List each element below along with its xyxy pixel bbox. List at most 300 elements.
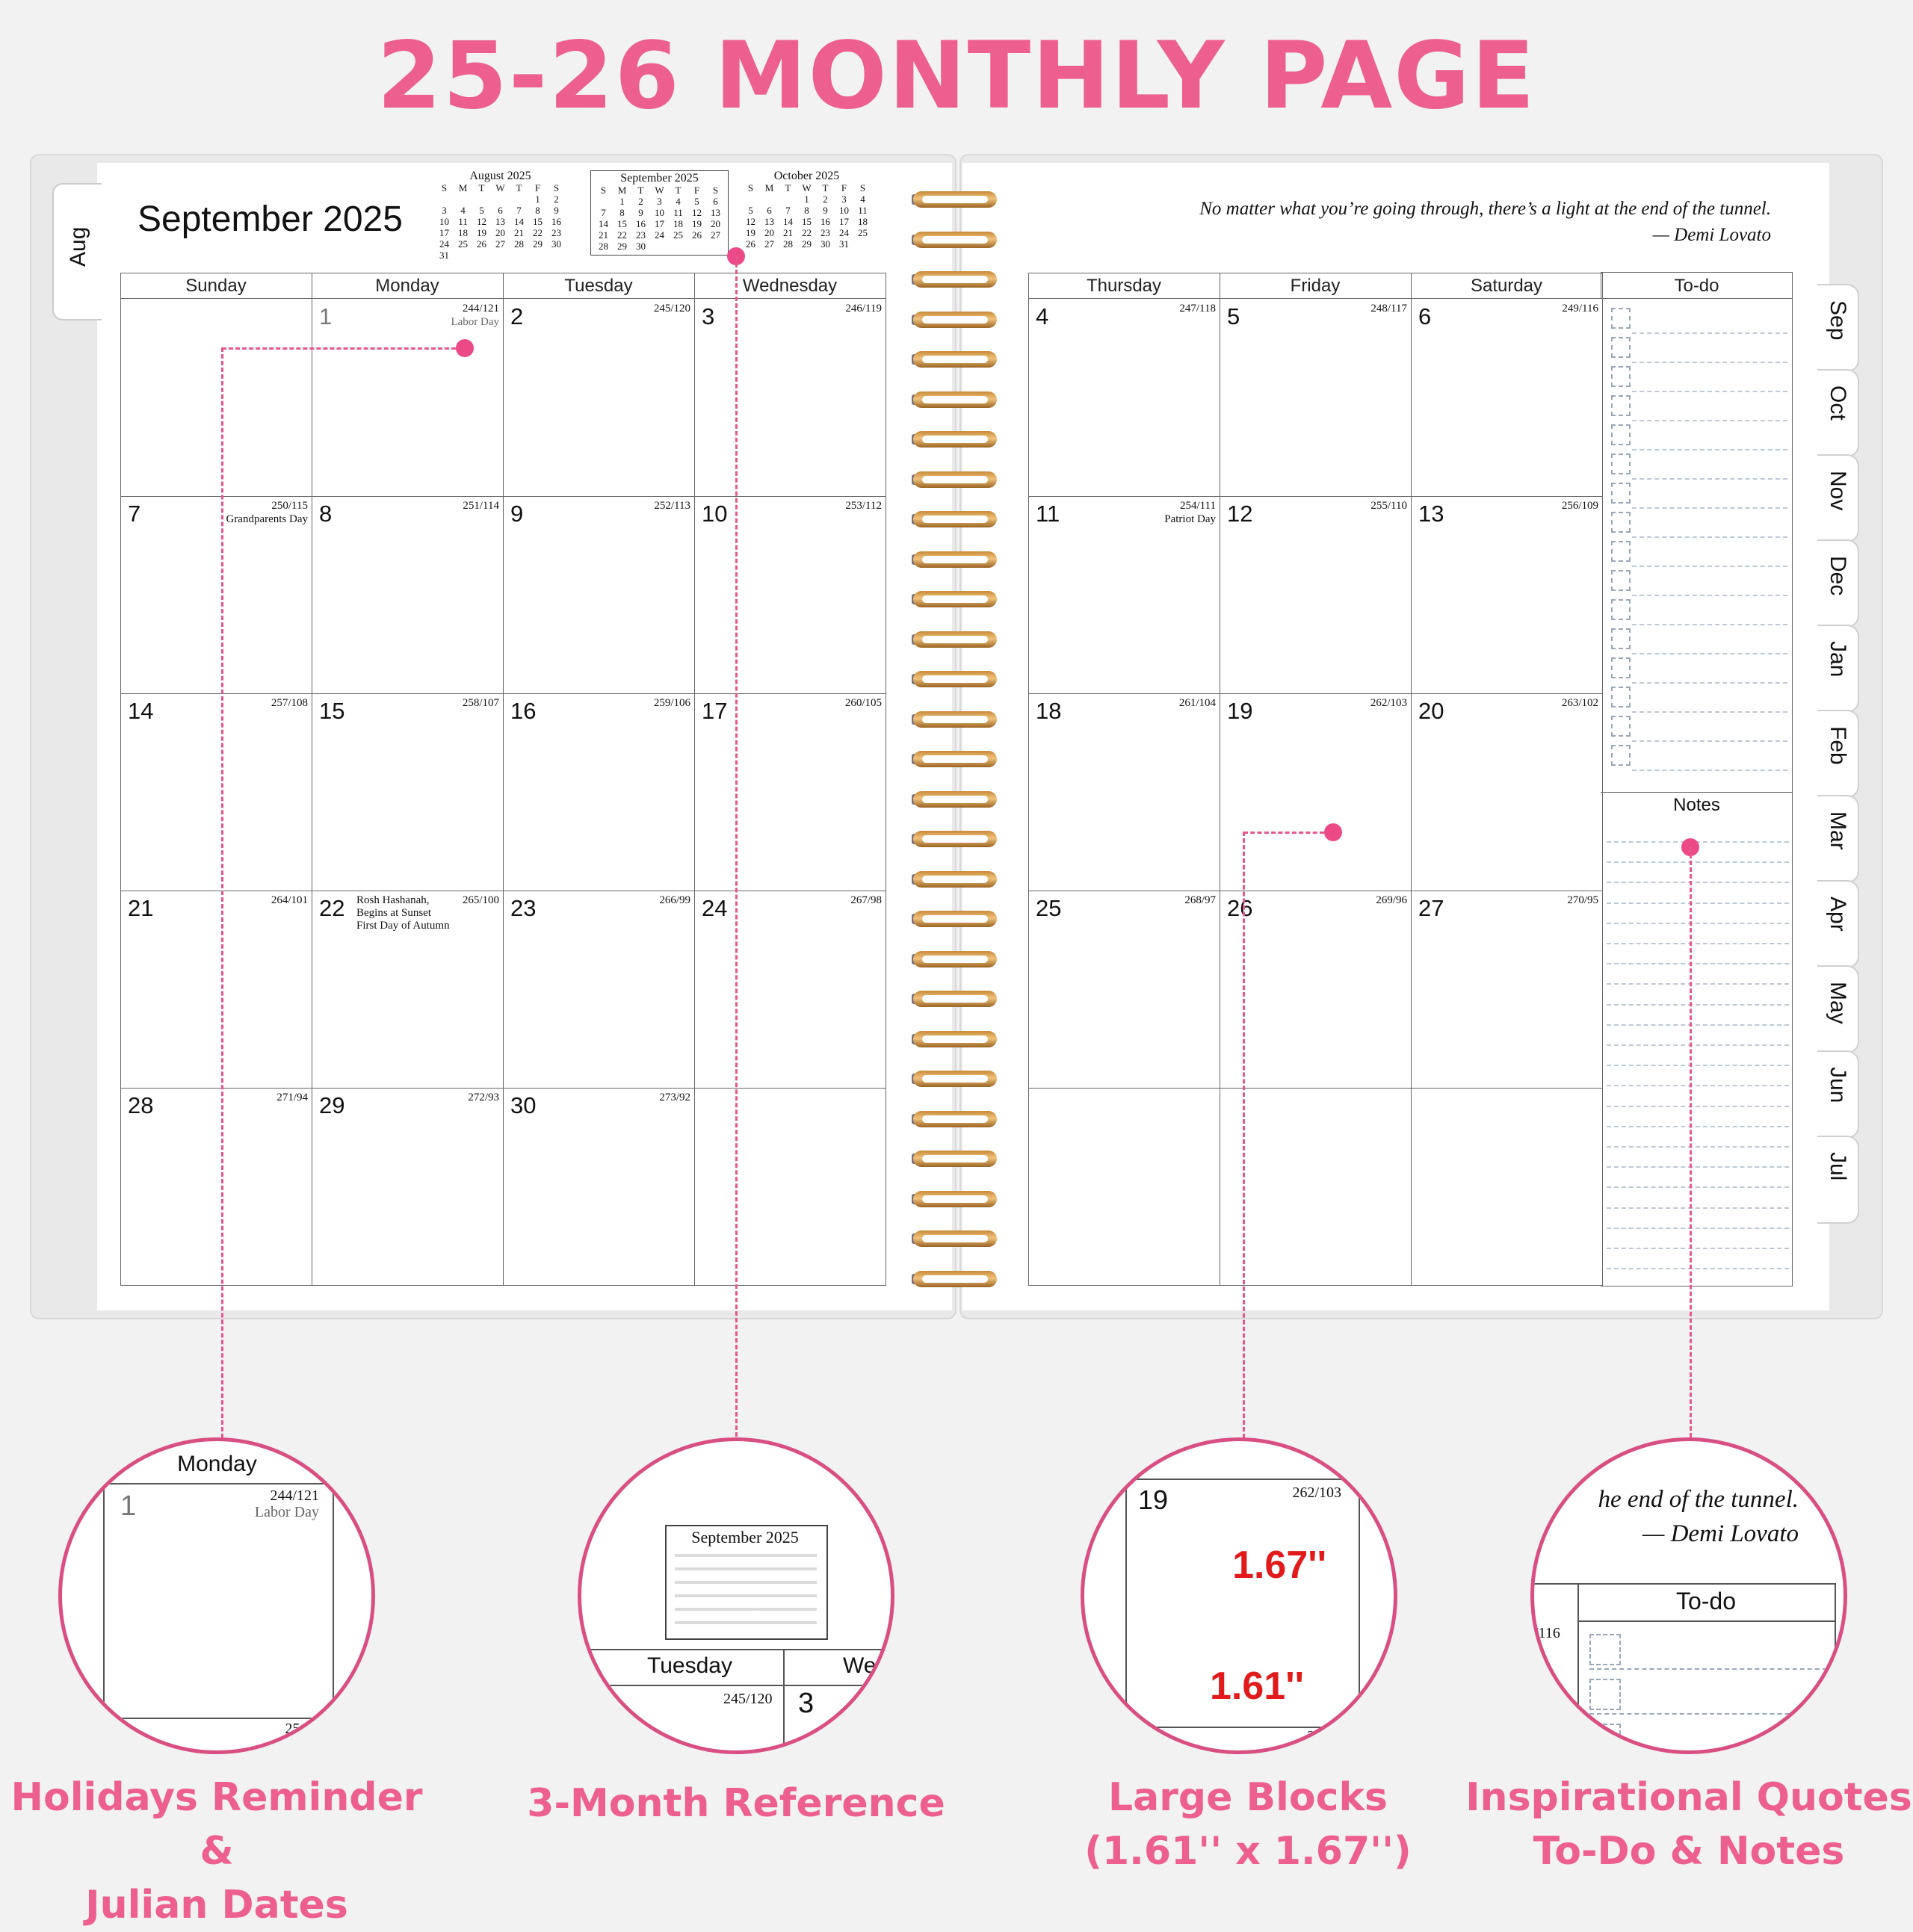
julian-date: 245/120 [653,303,690,315]
mini-day: 22 [617,229,627,241]
ring-hole [922,1115,988,1123]
mini-day: 28 [599,241,608,252]
z3-height-label: 1.67'' [1232,1544,1326,1587]
day-cell[interactable] [312,496,504,694]
ring-hole [922,1035,988,1043]
mini-day: 5 [479,205,484,216]
day-cell[interactable] [120,299,312,497]
day-cell[interactable] [1220,891,1412,1089]
julian-date: 266/99 [659,894,690,906]
mini-day: 1 [619,196,625,207]
todo-line [1632,420,1787,421]
day-cell[interactable] [312,693,504,891]
mini-day: 2 [554,193,559,205]
z4-line [1589,1713,1835,1715]
mini-day: 6 [498,205,503,216]
todo-checkbox[interactable] [1611,628,1631,649]
mini-day [779,193,797,205]
mini-day: 10 [439,216,449,227]
ring-hole [922,755,988,763]
tab-aug[interactable] [52,183,102,321]
day-number: 24 [702,895,728,921]
ring-hole [922,956,988,963]
mini-weekday: S [441,182,448,193]
mini-weekday: F [693,185,700,196]
mini-day: 3 [657,196,662,207]
mini-day: 9 [554,205,559,216]
weekday-header: Friday [1220,273,1412,299]
month-tab-label: Jan [1826,641,1850,678]
caption-holidays [0,1771,433,1932]
mini-day: 8 [619,207,625,218]
mini-calendar-table [594,185,725,252]
month-tab-jul[interactable] [1817,1136,1859,1224]
notes-line [1607,1044,1789,1046]
weekday-header: Thursday [1028,273,1220,299]
day-cell[interactable] [503,693,695,891]
day-number: 3 [702,303,715,329]
spiral-ring [913,391,997,408]
mini-day [472,193,491,205]
month-tab-dec[interactable] [1817,539,1859,628]
mini-day: 18 [673,218,683,229]
julian-date: 252/113 [654,500,690,512]
day-cell[interactable] [1411,1088,1603,1286]
mini-weekday: S [553,182,560,193]
julian-date: 272/93 [468,1092,499,1103]
month-tab-jan[interactable] [1817,625,1859,713]
mini-day: 26 [692,229,702,241]
callout-dot-holidays [456,339,474,357]
day-cell[interactable] [1028,891,1220,1089]
todo-checkbox[interactable] [1611,541,1631,562]
ring-hole [922,995,988,1003]
mini-day: 6 [713,196,718,207]
callout-line-v1 [221,347,223,1438]
holiday-label: Labor Day [451,316,499,328]
day-cell[interactable] [312,891,504,1089]
mini-day: 23 [551,227,561,238]
day-cell[interactable] [694,693,886,891]
mini-day: 7 [516,205,522,216]
mini-weekday: T [478,182,485,193]
ring-hole [922,316,988,323]
ring-hole [922,915,988,923]
z4-line [1589,1668,1835,1670]
todo-line [1632,391,1787,392]
day-cell[interactable] [503,299,695,497]
mini-day: 10 [655,207,664,218]
notes-line [1607,983,1789,985]
mini-day: 19 [692,218,702,229]
julian-date: 263/102 [1561,697,1598,709]
mini-day: 3 [442,205,447,216]
day-number: 8 [319,501,333,527]
day-number: 16 [510,698,537,724]
notes-line [1607,1106,1789,1107]
mini-day: 27 [495,238,505,250]
day-cell[interactable] [120,693,312,891]
caption-quotes-line2: To-Do & Notes [1533,1829,1845,1874]
spiral-ring [913,991,997,1007]
mini-day: 22 [802,227,812,238]
notes-line [1607,1085,1789,1086]
day-cell[interactable] [1411,299,1603,497]
month-tab-may[interactable] [1817,965,1859,1053]
mini-day: 21 [783,227,793,238]
weekday-header: Tuesday [503,273,695,299]
mini-calendar-table [741,182,872,250]
mini-day: 29 [533,238,543,250]
day-cell[interactable] [1028,693,1220,891]
todo-line [1632,332,1787,334]
z4-header-bottom [1577,1620,1835,1622]
mini-day: 19 [477,227,486,238]
z3-julian: 262/103 [1292,1484,1341,1501]
zoom-3month [578,1437,894,1754]
day-cell[interactable] [120,496,312,694]
z4-checkbox [1589,1634,1621,1665]
day-number: 4 [1036,303,1049,329]
z2-julian: 245/120 [723,1691,773,1707]
mini-day: 9 [638,207,643,218]
todo-checkbox[interactable] [1611,745,1631,766]
day-cell[interactable] [694,891,886,1089]
month-tab-feb[interactable] [1817,710,1859,798]
todo-line [1632,682,1787,684]
julian-date: 261/104 [1178,697,1216,709]
mini-day: 26 [477,238,486,250]
mini-day [547,250,566,261]
mini-day [741,193,760,205]
todo-line [1632,449,1787,451]
mini-day: 16 [820,216,830,227]
mini-weekday: W [655,185,664,196]
month-tab-oct[interactable] [1817,369,1859,457]
month-tab-jun[interactable] [1817,1050,1859,1139]
notes-line [1607,1248,1789,1249]
spiral-ring [913,631,997,648]
notes-line [1607,1146,1789,1148]
notes-line [1607,1166,1789,1168]
zoom-blocks [1081,1437,1397,1754]
callout-line-v2 [735,256,738,1437]
ring-hole [922,556,988,563]
holiday-label: Patriot Day [1164,513,1216,525]
mini-day: 25 [858,227,868,238]
callout-dot-blocks [1324,823,1342,841]
spiral-ring [913,471,997,488]
mini-day: 30 [551,238,561,250]
mini-day: 17 [655,218,664,229]
todo-line [1632,566,1787,567]
mini-day [687,241,706,252]
notes-line [1607,1186,1789,1188]
mini-day: 8 [804,205,809,216]
todo-header: To-do [1601,273,1793,299]
mini-weekday: M [764,182,774,193]
z3-next-julian: 269/9 [1307,1728,1341,1744]
day-cell[interactable] [503,496,695,694]
z1-holiday: Labor Day [254,1504,319,1520]
day-number: 13 [1418,501,1444,527]
todo-line [1632,624,1787,625]
month-tab-label: Nov [1826,471,1850,511]
mini-weekday: F [534,182,541,193]
callout-line-h1 [222,347,456,350]
mini-day [491,250,510,261]
todo-checkbox[interactable] [1611,424,1631,445]
day-cell[interactable] [312,299,504,497]
z4-julian: /116 [1534,1625,1560,1641]
mini-day: 7 [601,207,606,218]
mini-weekday: T [822,182,829,193]
todo-checkbox[interactable] [1611,570,1631,591]
mini-day: 24 [655,229,664,241]
mini-day: 19 [746,227,755,238]
day-number: 28 [128,1092,154,1118]
todo-checkbox[interactable] [1611,657,1631,678]
mini-day: 8 [535,205,540,216]
day-number: 25 [1036,895,1062,921]
day-number: 9 [510,501,524,527]
todo-checkbox[interactable] [1611,687,1631,708]
mini-day [435,193,454,205]
month-tab-label: Feb [1826,726,1850,765]
day-cell[interactable] [694,1088,886,1286]
julian-date: 269/96 [1376,894,1407,906]
mini-day: 26 [746,238,755,250]
z2-mini-dates [675,1549,817,1632]
weekday-header: Monday [312,273,504,299]
z2-divider [783,1649,785,1754]
caption-blocks-line2: (1.61'' x 1.67'') [1084,1829,1412,1874]
z2-wed: Wed [843,1653,889,1678]
mini-day [510,250,528,261]
day-number: 19 [1227,698,1253,724]
zoom-holidays [58,1437,375,1754]
mini-day: 14 [783,216,793,227]
day-number: 26 [1227,895,1253,921]
julian-date: 255/110 [1370,500,1407,512]
mini-calendar-title: September 2025 [620,172,699,185]
month-tab-label: Apr [1826,897,1850,932]
mini-day: 6 [767,205,772,216]
todo-line [1632,770,1787,771]
spiral-ring [913,911,997,927]
day-cell[interactable] [1028,496,1220,694]
mini-weekday: T [675,185,682,196]
spiral-ring [913,351,997,368]
notes-line [1607,1065,1789,1066]
mini-day [472,250,491,261]
day-number: 10 [702,501,728,527]
z1-header-line [103,1483,331,1484]
mini-day: 28 [783,238,793,250]
ring-hole [922,1235,988,1242]
caption-quotes-line1: Inspirational Quotes [1465,1775,1912,1820]
todo-checkbox[interactable] [1611,483,1631,504]
spiral-ring [913,1031,997,1047]
ring-hole [922,636,988,643]
mini-day: 24 [839,227,849,238]
mini-day: 17 [439,227,449,238]
day-cell[interactable] [1220,1088,1412,1286]
day-cell[interactable] [694,496,886,694]
todo-checkbox[interactable] [1611,599,1631,620]
day-cell[interactable] [1028,299,1220,497]
todo-checkbox[interactable] [1611,366,1631,387]
mini-day: 16 [551,216,561,227]
julian-date: 267/98 [850,894,882,906]
day-cell[interactable] [694,299,886,497]
todo-checkbox[interactable] [1611,453,1631,474]
julian-date: 268/97 [1184,894,1216,906]
notes-line [1607,882,1789,883]
day-cell[interactable] [1411,891,1603,1089]
day-number: 22 [319,895,345,921]
notes-divider [1601,792,1793,793]
day-cell[interactable] [1411,693,1603,891]
mini-day: 23 [636,229,646,241]
quote-text: No matter what you’re going through, there’s a light at the end of the tunnel. [1199,199,1771,219]
tab-aug-label: Aug [66,226,90,267]
day-number: 2 [510,303,524,329]
day-cell[interactable] [312,1088,504,1286]
todo-line [1632,507,1787,509]
ring-hole [922,436,988,443]
z2-header-top [581,1649,894,1650]
month-tab-label: Oct [1826,386,1850,421]
z2-mini-title: September 2025 [691,1528,799,1546]
notes-line [1607,943,1789,944]
z1-day-number: 1 [120,1490,137,1522]
todo-line [1632,478,1787,480]
month-tab-label: Sep [1826,300,1850,341]
day-number: 23 [510,895,537,921]
mini-day: 7 [785,205,791,216]
day-cell[interactable] [1220,496,1412,694]
day-cell[interactable] [120,1088,312,1286]
ring-hole [922,196,988,203]
day-number: 11 [1036,501,1060,527]
day-number: 15 [319,698,345,724]
notes-line [1607,902,1789,904]
spiral-ring [913,271,997,288]
day-cell[interactable] [120,891,312,1089]
notes-line [1607,1207,1789,1209]
ring-hole [922,276,988,283]
mini-calendar-title: August 2025 [469,170,531,182]
mini-day: 15 [802,216,812,227]
mini-weekday: F [841,182,847,193]
todo-line [1632,595,1787,596]
mini-weekday: T [785,182,791,193]
todo-checkbox[interactable] [1611,337,1631,358]
mini-weekday: W [495,182,505,193]
caption-blocks-line1: Large Blocks [1107,1775,1388,1820]
notes-line [1607,1227,1789,1229]
spiral-ring [913,511,997,527]
day-cell[interactable] [1411,496,1603,694]
callout-line-v3 [1243,832,1245,1438]
day-number: 5 [1227,303,1240,329]
julian-date: 249/116 [1562,303,1598,315]
mini-day: 13 [711,207,720,218]
mini-day: 13 [495,216,505,227]
month-tab-sep[interactable] [1817,284,1859,372]
mini-day [594,196,613,207]
todo-checkbox[interactable] [1611,512,1631,533]
mini-day [650,241,669,252]
todo-line [1632,740,1787,742]
julian-date: 251/114 [463,500,499,512]
todo-checkbox[interactable] [1611,716,1631,737]
month-title: September 2025 [137,199,403,239]
spiral-ring [913,1230,997,1247]
mini-day: 3 [841,193,847,205]
todo-checkbox[interactable] [1611,308,1631,329]
notes-line [1607,1004,1789,1006]
day-number: 27 [1418,895,1444,921]
mini-day [528,250,547,261]
mini-day [510,193,528,205]
month-tab-apr[interactable] [1817,880,1859,968]
julian-date: 244/121 [462,303,499,315]
mini-day: 29 [617,241,627,252]
spiral-ring [913,312,997,328]
mini-day: 15 [617,218,627,229]
spiral-ring [913,951,997,967]
month-tab-label: May [1826,982,1850,1024]
mini-calendar [590,170,729,256]
julian-date: 254/111 [1179,500,1216,512]
mini-weekday: S [859,182,866,193]
month-tab-nov[interactable] [1817,454,1859,542]
day-cell[interactable] [503,1088,695,1286]
day-cell[interactable] [1220,299,1412,497]
julian-date: 262/103 [1370,697,1407,709]
spiral-ring [913,1071,997,1087]
mini-day [669,241,687,252]
spiral-ring [913,671,997,687]
day-cell[interactable] [1028,1088,1220,1286]
mini-day: 16 [636,218,646,229]
todo-checkbox[interactable] [1611,395,1631,416]
mini-day [454,193,472,205]
day-cell[interactable] [1220,693,1412,891]
julian-date: 248/117 [1370,303,1407,315]
mini-weekday: T [637,185,644,196]
z4-author: — Demi Lovato [1642,1520,1799,1547]
julian-date: 258/107 [462,697,499,709]
month-tab-label: Jul [1826,1152,1850,1181]
mini-day: 14 [599,218,608,229]
day-cell[interactable] [503,891,695,1089]
todo-line [1632,711,1787,713]
mini-weekday: M [617,185,627,196]
day-number: 12 [1227,501,1253,527]
mini-day: 10 [839,205,849,216]
spiral-ring [913,431,997,448]
mini-calendar [741,170,872,250]
mini-day: 9 [823,205,828,216]
z1-next-julian: 251/1 [285,1721,319,1737]
mini-calendar-title: October 2025 [773,170,840,182]
month-tab-mar[interactable] [1817,795,1859,883]
julian-date: 273/92 [659,1092,690,1103]
notes-line [1607,923,1789,924]
